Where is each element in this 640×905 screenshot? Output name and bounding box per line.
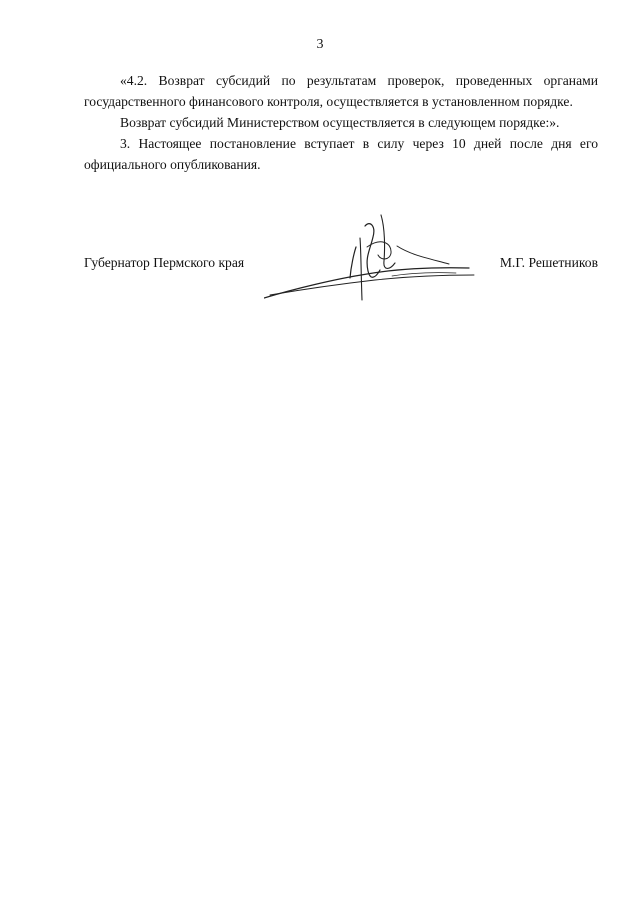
signature-icon [264, 200, 484, 310]
paragraph-refund-4-2: «4.2. Возврат субсидий по результатам проверок, проведенных органами государственного финансового контроля, осуществляется в установленном порядке. [84, 73, 598, 109]
signer-title: Губернатор Пермского края [84, 255, 245, 270]
paragraph-effective-date: 3. Настоящее постановление вступает в силу через 10 дней после дня его официального опубликования. [84, 136, 598, 172]
document-body [84, 70, 598, 175]
signature-block [84, 200, 598, 310]
page-number: 3 [316, 37, 324, 52]
paragraph-refund-procedure: Возврат субсидий Министерством осуществляется в следующем порядке:». [120, 115, 560, 130]
signer-name: М.Г. Решетников [499, 255, 598, 270]
